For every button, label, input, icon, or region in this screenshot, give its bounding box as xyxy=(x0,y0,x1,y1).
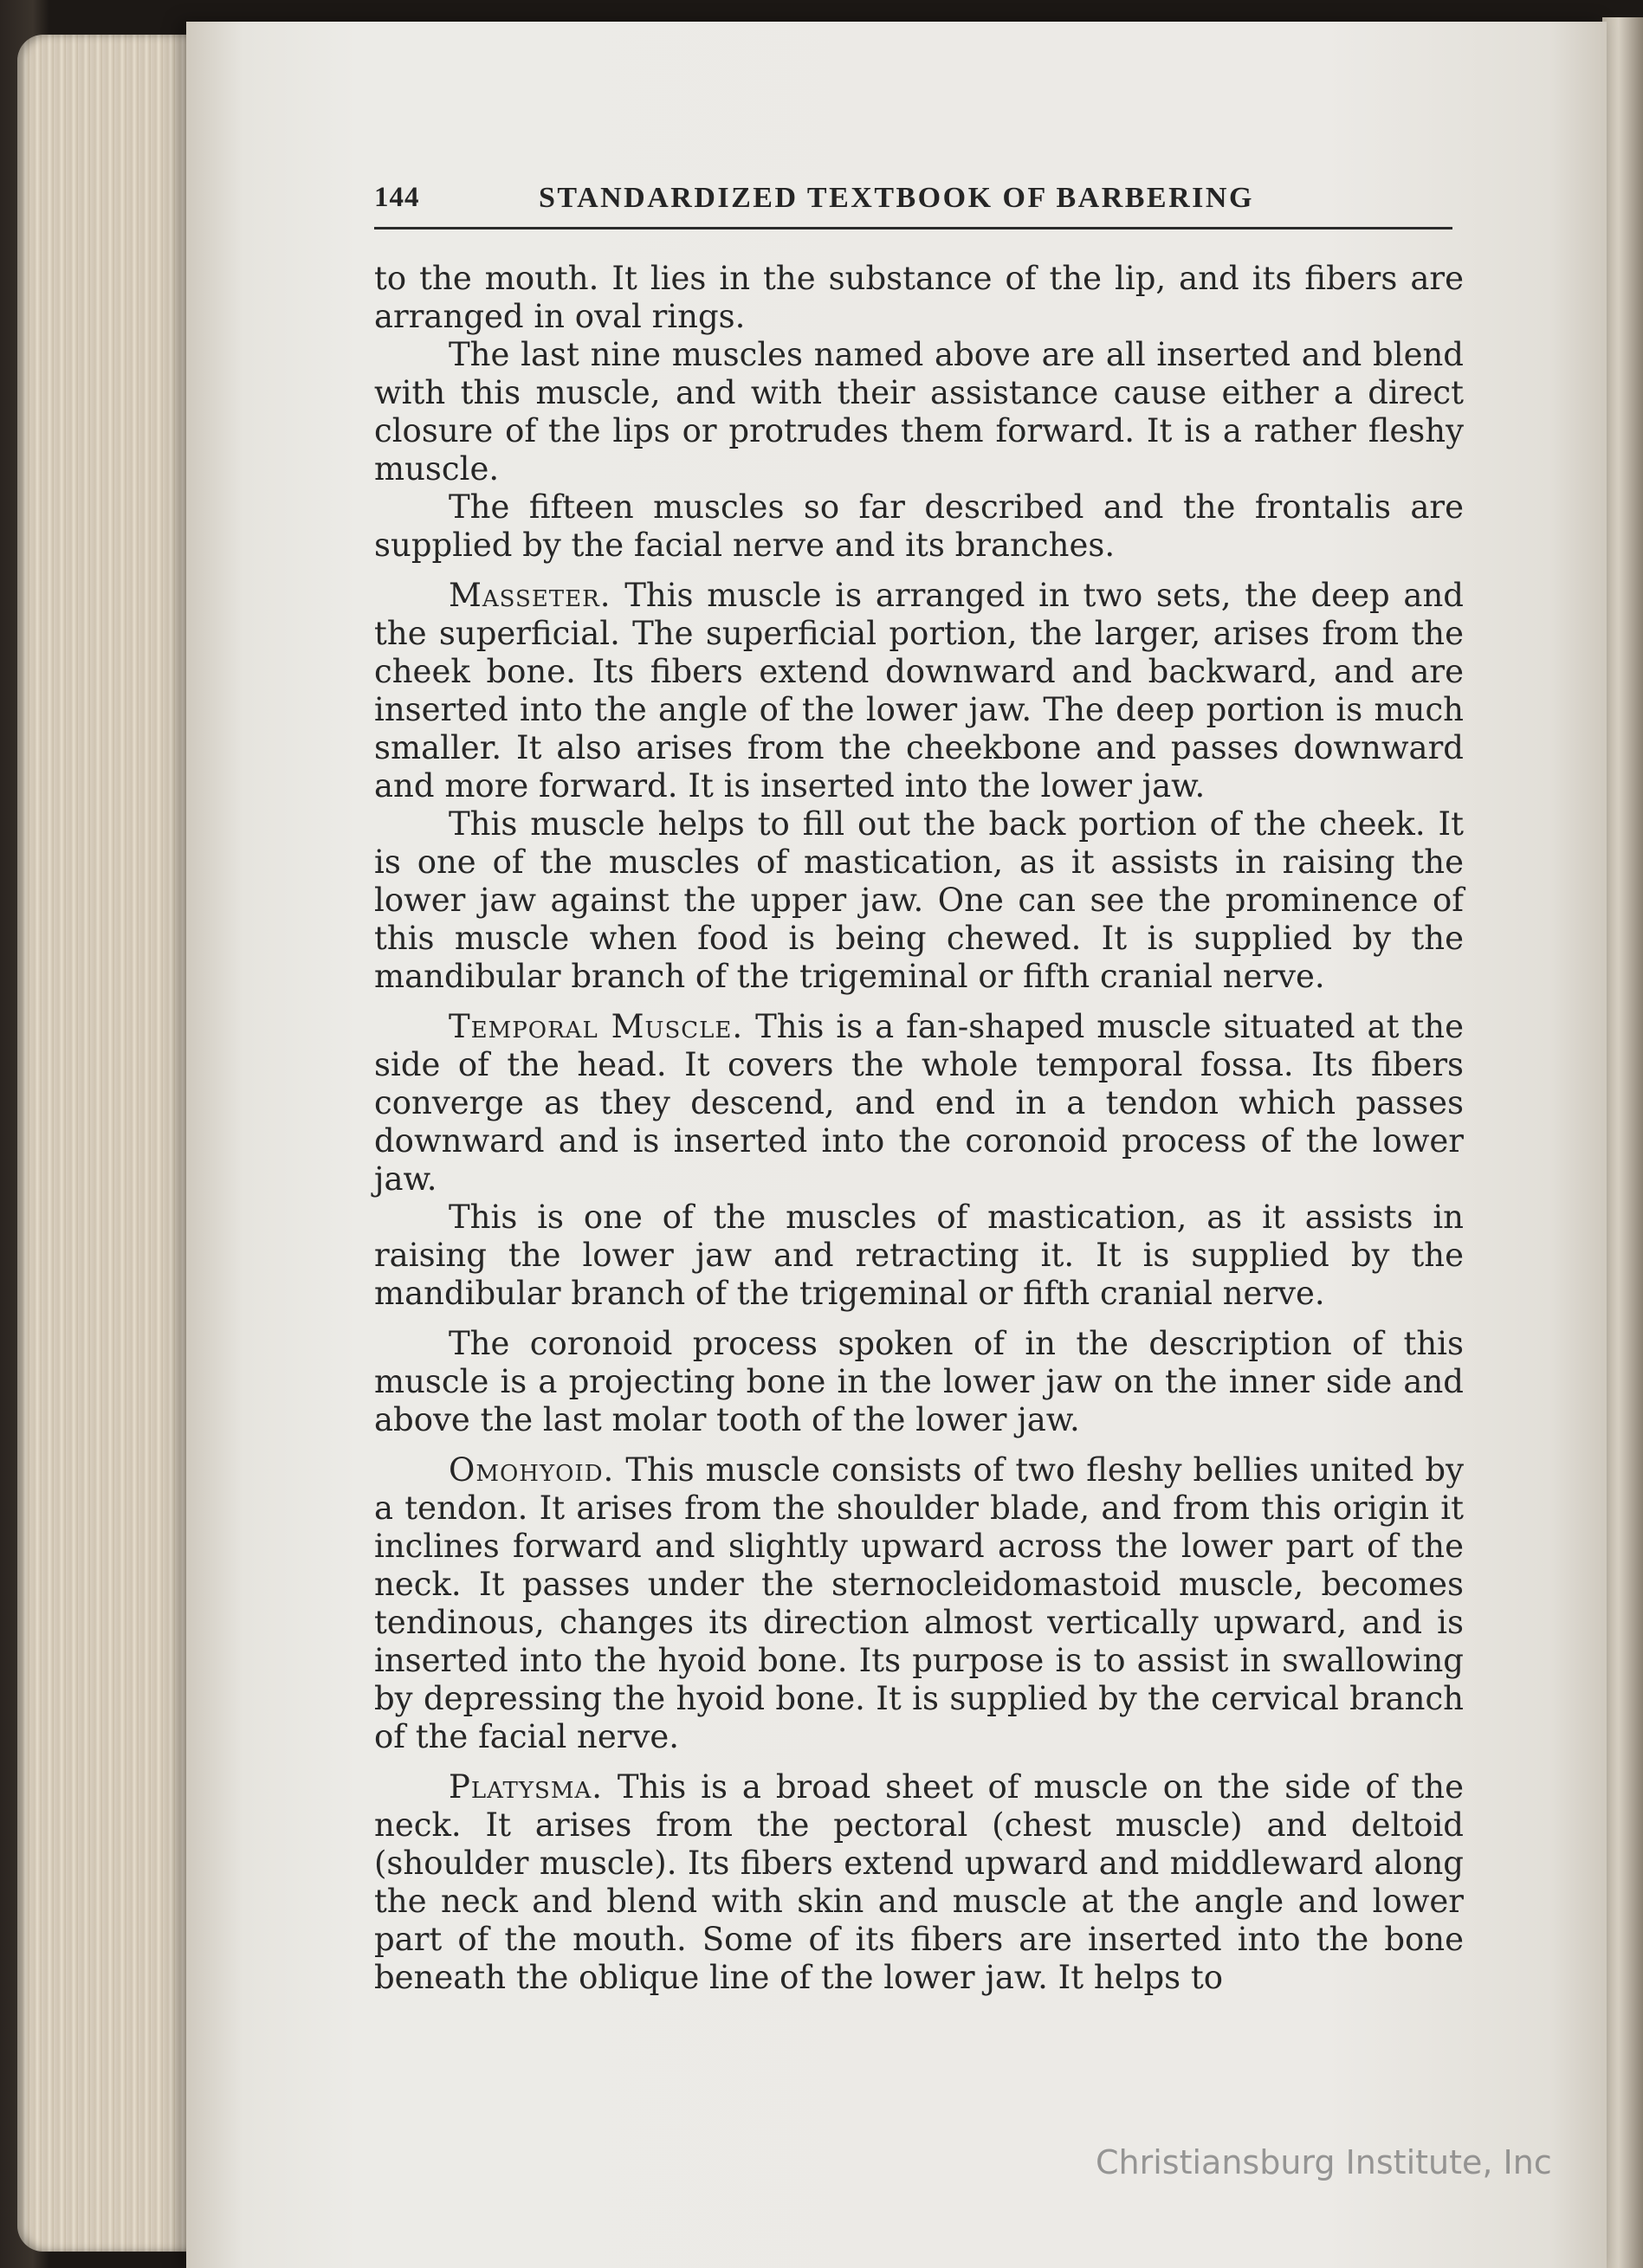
paragraph-text: to the mouth. It lies in the substance of the lip, and its fibers are arranged in oval rings. xyxy=(374,260,1464,335)
paragraph xyxy=(374,1199,1464,1313)
paragraph-text: The fifteen muscles so far described and the frontalis are supplied by the facial nerve and its branches. xyxy=(374,488,1464,564)
running-header xyxy=(374,182,1452,229)
page-number: 144 xyxy=(374,182,420,213)
paragraph-text: The last nine muscles named above are all inserted and blend with this muscle, and with their assistance cause either a direct closure of the lips or protrudes them forward. It is a rather fleshy muscle. xyxy=(374,336,1464,488)
paragraph xyxy=(374,260,1464,336)
paragraph-text: This is a fan-shaped muscle situated at the side of the head. It covers the whole temporal fossa. Its fibers converge as they descend, and end in a tendon which passes downward and is inserted into the coronoid process of the lower jaw. xyxy=(374,1008,1464,1198)
paragraph xyxy=(374,336,1464,488)
watermark: Christiansburg Institute, Inc xyxy=(1096,2143,1552,2181)
paragraph-omohyoid xyxy=(374,1451,1464,1756)
paragraph-temporal-muscle xyxy=(374,1008,1464,1199)
paragraph xyxy=(374,805,1464,996)
section-heading: Omohyoid. xyxy=(449,1451,615,1489)
section-heading: Platysma. xyxy=(449,1768,603,1806)
paragraph-masseter xyxy=(374,577,1464,805)
paragraph-platysma xyxy=(374,1768,1464,1997)
paragraph-text: This muscle helps to fill out the back portion of the cheek. It is one of the muscles of mastication, as it assists in raising the lower jaw against the upper jaw. One can see the prominence of this muscle when food is being chewed. It is supplied by the mandibular branch of the trigeminal or fifth cranial nerve. xyxy=(374,805,1464,995)
section-heading: Masseter. xyxy=(449,577,611,614)
paragraph-text: This muscle is arranged in two sets, the deep and the superficial. The superficial portion, the larger, arises from the cheek bone. Its fibers extend downward and backward, and are inserted into the angle of the lower jaw. The deep portion is much smaller. It also arises from the cheekbone and passes downward and more forward. It is inserted into the lower jaw. xyxy=(374,577,1464,804)
paragraph xyxy=(374,1325,1464,1439)
paragraph-text: The coronoid process spoken of in the description of this muscle is a projecting bone in the lower jaw on the inner side and above the last molar tooth of the lower jaw. xyxy=(374,1325,1464,1438)
section-heading: Temporal Muscle. xyxy=(449,1008,744,1045)
paragraph-text: This is a broad sheet of muscle on the side of the neck. It arises from the pectoral (chest muscle) and deltoid (shoulder muscle). Its fibers extend upward and middleward along the neck and blend with skin and muscle at the angle and lower part of the mouth. Some of its fibers are inserted into the bone beneath the oblique line of the lower jaw. It helps to xyxy=(374,1768,1465,1996)
paragraph-text: This is one of the muscles of mastication, as it assists in raising the lower jaw and retracting it. It is supplied by the mandibular branch of the trigeminal or fifth cranial nerve. xyxy=(374,1199,1464,1312)
facing-page-edge xyxy=(1602,17,1643,2268)
running-title: STANDARDIZED TEXTBOOK OF BARBERING xyxy=(539,182,1254,214)
paragraph-text: This muscle consists of two fleshy bellies united by a tendon. It arises from the shoulder blade, and from this origin it inclines forward and slightly upward across the lower part of the neck. It passes under the sternocleidomastoid muscle, becomes tendinous, changes its direction almost vertically upward, and is inserted into the hyoid bone. Its purpose is to assist in swallowing by depressing the hyoid bone. It is supplied by the cervical branch of the facial nerve. xyxy=(374,1451,1464,1755)
body-text xyxy=(374,260,1464,1997)
paragraph xyxy=(374,488,1464,565)
